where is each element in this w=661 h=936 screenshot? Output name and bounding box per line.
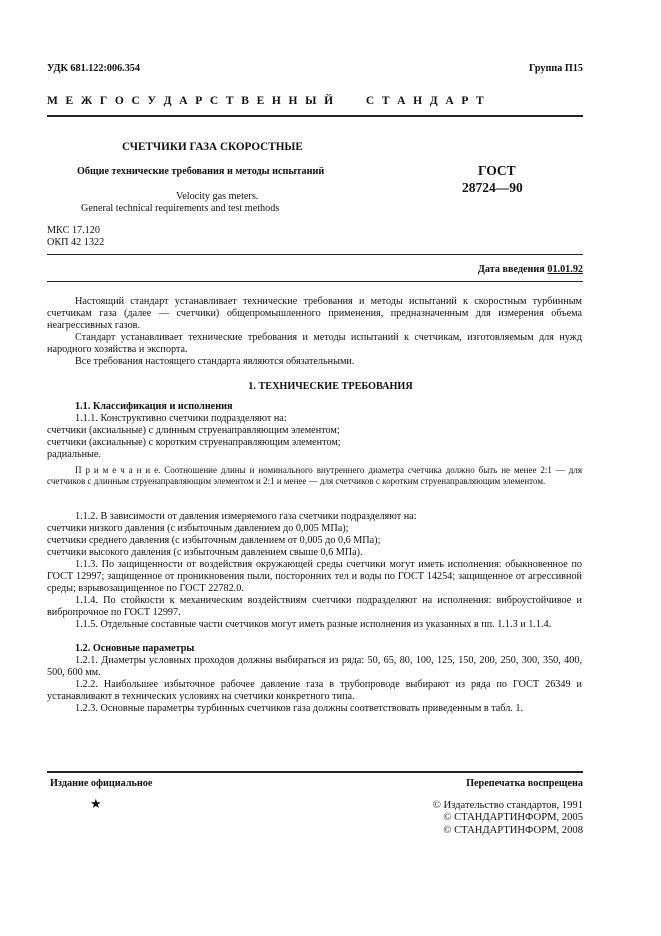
clause-1-2-3: 1.2.3. Основные параметры турбинных счетчиков газа должны соответствовать приведенным в табл. 1.: [75, 703, 524, 714]
intro-text-3: Все требования настоящего стандарта являются обязательными.: [75, 356, 355, 367]
date-divider: [47, 281, 583, 282]
footer-divider: [47, 771, 583, 773]
star-icon: ★: [90, 796, 102, 811]
note-text: Соотношение длины и номинального внутреннего диаметра счетчика должно быть не менее 2:1 — для счетчиков с длинным струенаправляющим элементом и 2:1 и менее — для счетчиков с коротким струенаправляющим элементом.: [47, 465, 582, 487]
intro-paragraph-2: [47, 332, 582, 356]
clause-1-1-4-block: [47, 595, 582, 619]
document-title: СЧЕТЧИКИ ГАЗА СКОРОСТНЫЕ: [122, 141, 303, 153]
clause-1-2-1: 1.2.1. Диаметры условных проходов должны выбираться из ряда: 50, 65, 80, 100, 125, 150, 200, 250, 300, 350, 400, 500, 600 мм.: [47, 655, 582, 678]
copyright-block: [433, 800, 583, 837]
intro-date-value: 01.01.92: [547, 264, 583, 275]
clause-1-1-5-block: [47, 619, 582, 631]
copyright-3: © СТАНДАРТИНФОРМ, 2008: [443, 824, 583, 836]
gost-number: 28724—90: [462, 180, 523, 195]
clause-1-1-3: 1.1.3. По защищенности от воздействия окружающей среды счетчики могут иметь исполнения: обыкновенное по ГОСТ 12997; защищенное от проникновения пыли, посторонних тел и воды по ГОСТ 14254; защищенное от агрессивной среды; взрывозащищенное по ГОСТ 22782.0.: [47, 559, 582, 594]
clause-1-1-1-item-a: счетчики (аксиальные) с длинным струенаправляющим элементом;: [47, 425, 340, 436]
clause-1-2-3-block: [47, 703, 582, 715]
clause-1-2-1-block: [47, 655, 582, 679]
english-title-line2: General technical requirements and test methods: [81, 203, 280, 214]
clause-1-1-2-block: [47, 511, 582, 559]
group-code: Группа П15: [529, 63, 583, 74]
clause-1-1-2: 1.1.2. В зависимости от давления измеряемого газа счетчики подразделяют на:: [75, 511, 417, 522]
note-label: П р и м е ч а н и е.: [75, 465, 161, 475]
subsection-1-2-title: 1.2. Основные параметры: [75, 643, 195, 654]
intro-date-label: Дата введения: [477, 264, 545, 275]
clause-1-1-4: 1.1.4. По стойкости к механическим воздействиям счетчики подразделяют на исполнения: виброустойчивое и вибропрочное по ГОСТ 12997.: [47, 595, 582, 618]
clause-1-2-2-block: [47, 679, 582, 703]
document-subtitle: Общие технические требования и методы испытаний: [77, 166, 325, 177]
subsection-1-1: [47, 401, 582, 461]
reprint-notice: Перепечатка воспрещена: [466, 778, 583, 789]
intro-date: [478, 264, 583, 276]
standard-type-heading: М Е Ж Г О С У Д А Р С Т В Е Н Н Ы Й С Т А Н Д А Р Т: [47, 95, 486, 107]
header-divider: [47, 115, 583, 117]
copyright-2: © СТАНДАРТИНФОРМ, 2005: [443, 812, 583, 824]
subsection-1-1-title: 1.1. Классификация и исполнения: [75, 401, 233, 412]
clause-1-1-1-item-b: счетчики (аксиальные) с коротким струенаправляющим элементом;: [47, 437, 341, 448]
udk-code: УДК 681.122:006.354: [47, 63, 140, 74]
clause-1-1-3-block: [47, 559, 582, 595]
mks-code: МКС 17.120: [47, 225, 100, 236]
clause-1-1-2-item-a: счетчики низкого давления (с избыточным давлением до 0,005 МПа);: [47, 523, 349, 534]
clause-1-1-1: 1.1.1. Конструктивно счетчики подразделяют на:: [75, 413, 287, 424]
section-1-title: 1. ТЕХНИЧЕСКИЕ ТРЕБОВАНИЯ: [248, 381, 413, 392]
subsection-1-2: [47, 643, 582, 655]
copyright-1: © Издательство стандартов, 1991: [432, 800, 583, 811]
official-edition: Издание официальное: [50, 778, 153, 789]
english-title-line1: Velocity gas meters.: [176, 191, 259, 202]
clause-1-1-2-item-b: счетчики среднего давления (с избыточным давлением от 0,005 до 0,6 МПа);: [47, 535, 381, 546]
intro-paragraph-3: [47, 356, 582, 368]
clause-1-1-2-item-c: счетчики высокого давления (с избыточным давлением свыше 0,6 МПа).: [47, 547, 363, 558]
title-divider: [47, 254, 583, 255]
clause-1-1-5: 1.1.5. Отдельные составные части счетчиков могут иметь разные исполнения из указанных в пп. 1.1.3 и 1.1.4.: [75, 619, 552, 630]
intro-text-2: Стандарт устанавливает технические требования и методы испытаний к счетчикам, изготовляемым для нужд народного хозяйства и экспорта.: [47, 332, 582, 355]
clause-1-2-2: 1.2.2. Наибольшее избыточное рабочее давление газа в трубопроводе выбирают из ряда по ГОСТ 26349 и устанавливают в технических условиях на счетчики конкретного типа.: [47, 679, 582, 702]
intro-paragraph-1: [47, 296, 582, 332]
okp-code: ОКП 42 1322: [47, 237, 105, 248]
clause-1-1-1-item-c: радиальные.: [47, 449, 101, 460]
gost-label: ГОСТ: [478, 163, 516, 178]
note-block: [47, 465, 582, 488]
intro-text-1: Настоящий стандарт устанавливает технические требования и методы испытаний к скоростным турбинным счетчикам газа (далее — счетчики) общепромышленного применения, предназначенным для измерения объема неагрессивных газов.: [47, 296, 582, 331]
